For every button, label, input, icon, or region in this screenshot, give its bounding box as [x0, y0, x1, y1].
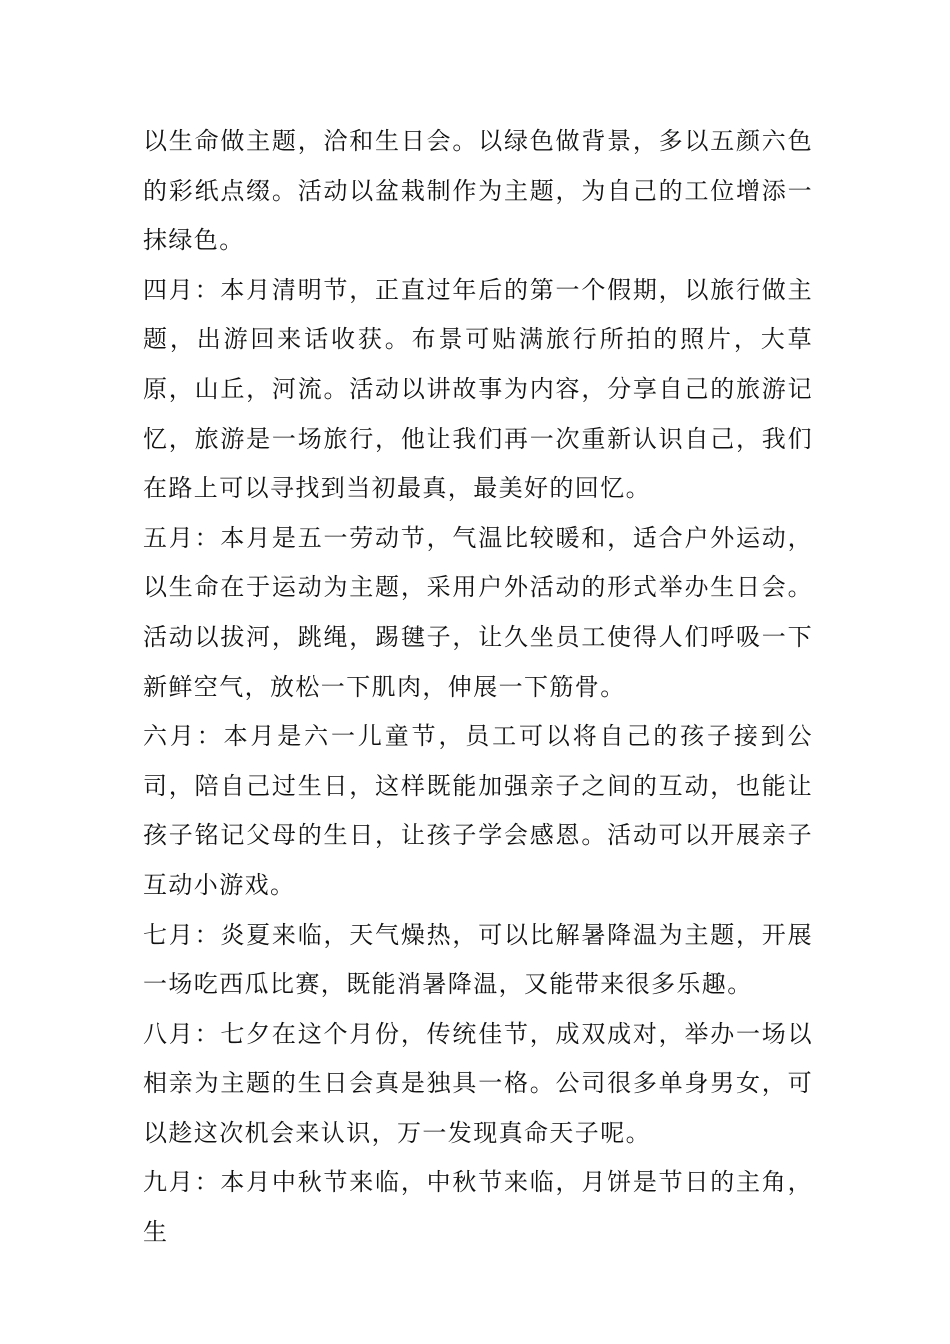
paragraph-march-continued: 以生命做主题，洽和生日会。以绿色做背景，多以五颜六色的彩纸点缀。活动以盆栽制作为主题，为自己的工位增添一抹绿色。	[143, 127, 813, 255]
paragraph-july: 七月：炎夏来临，天气燥热，可以比解暑降温为主题，开展一场吃西瓜比赛，既能消暑降温，又能带来很多乐趣。	[143, 920, 813, 999]
document-body	[143, 117, 813, 1258]
paragraph-june: 六月：本月是六一儿童节，员工可以将自己的孩子接到公司，陪自己过生日，这样既能加强亲子之间的互动，也能让孩子铭记父母的生日，让孩子学会感恩。活动可以开展亲子互动小游戏。	[143, 722, 813, 899]
paragraph-august: 八月：七夕在这个月份，传统佳节，成双成对，举办一场以相亲为主题的生日会真是独具一格。公司很多单身男女，可以趁这次机会来认识，万一发现真命天子呢。	[143, 1019, 813, 1147]
paragraph-september: 九月：本月中秋节来临，中秋节来临，月饼是节日的主角，生	[143, 1168, 813, 1247]
paragraph-may: 五月：本月是五一劳动节，气温比较暖和，适合户外运动，以生命在于运动为主题，采用户外活动的形式举办生日会。活动以拔河，跳绳，踢毽子，让久坐员工使得人们呼吸一下新鲜空气，放松一下肌肉，伸展一下筋骨。	[143, 523, 813, 701]
paragraph-april: 四月：本月清明节，正直过年后的第一个假期，以旅行做主题，出游回来话收获。布景可贴满旅行所拍的照片，大草原，山丘，河流。活动以讲故事为内容，分享自己的旅游记忆，旅游是一场旅行，他让我们再一次重新认识自己，我们在路上可以寻找到当初最真，最美好的回忆。	[143, 275, 813, 503]
